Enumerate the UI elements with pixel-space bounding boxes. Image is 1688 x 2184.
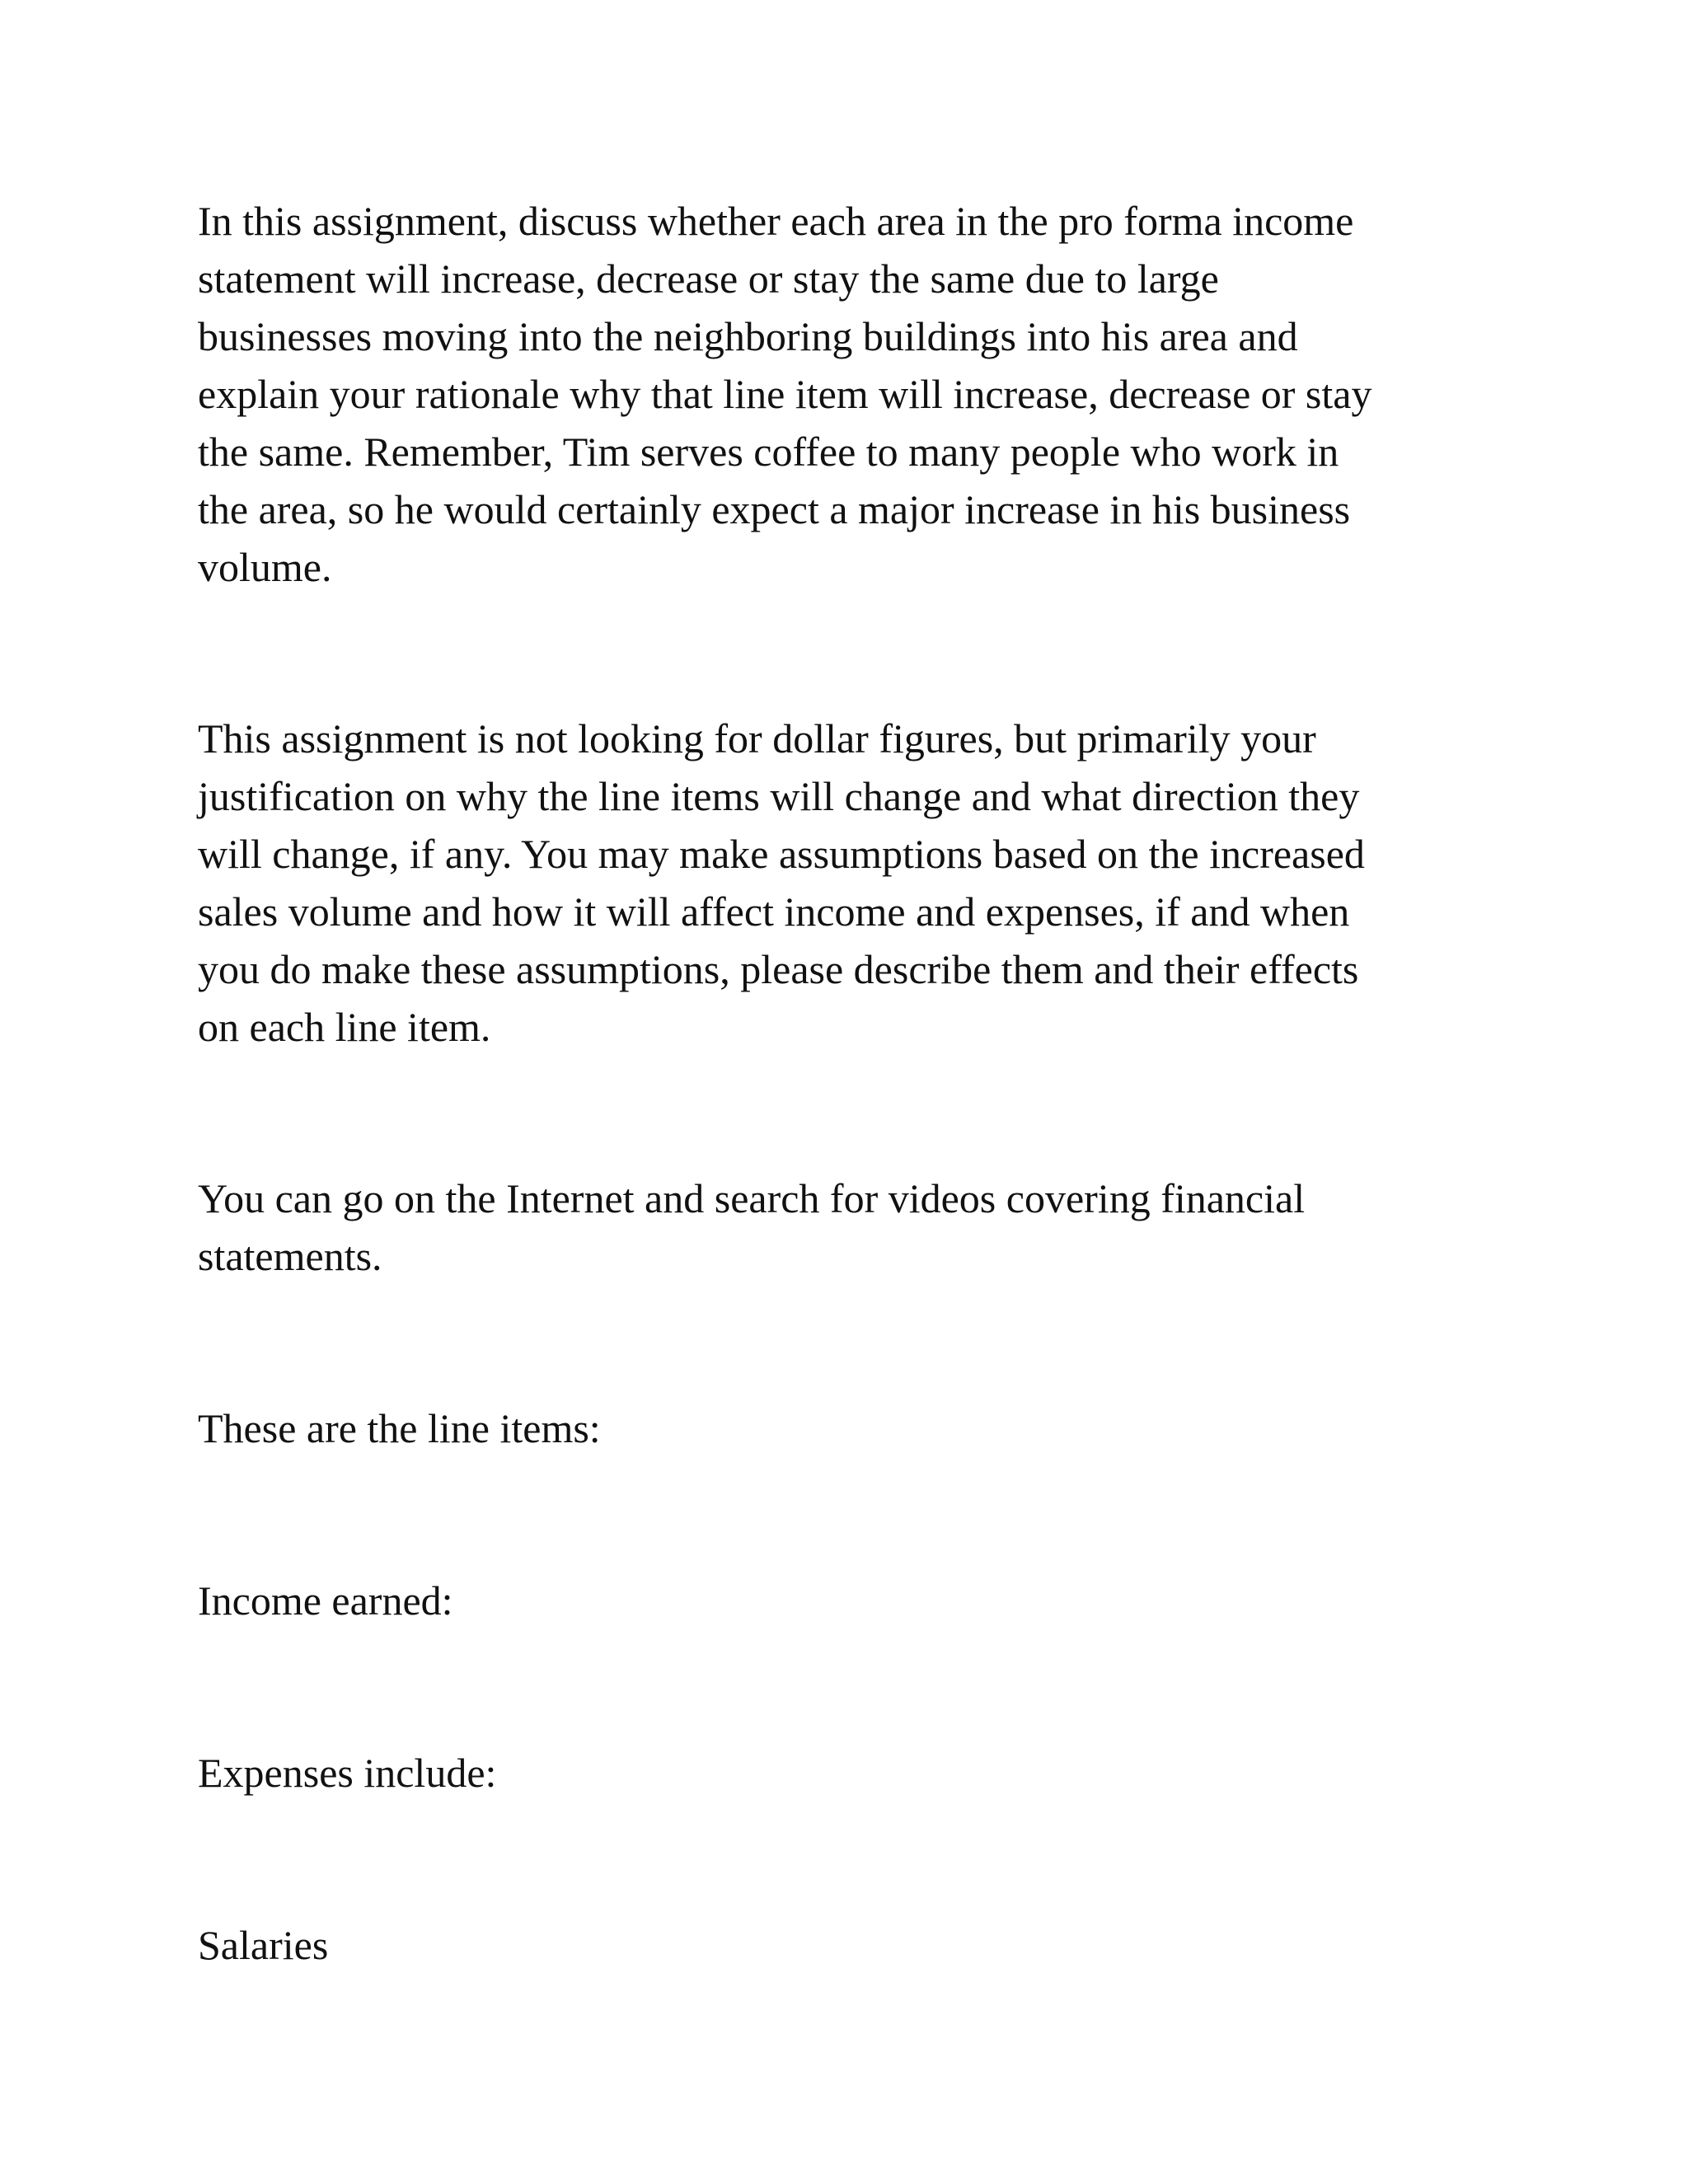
- assumptions-paragraph: This assignment is not looking for dollar figures, but primarily your justification on why the line items will change and what direction they will change, if any. You may make assumptions based on the increased sales volume and how it will affect income and expenses, if and when you do make these assumptions, please describe them and their effects on each line item.: [198, 715, 1365, 1050]
- resources-paragraph: You can go on the Internet and search for videos covering financial statements.: [198, 1175, 1306, 1279]
- salaries-line-item: Salaries: [198, 1922, 329, 1968]
- expenses-heading: Expenses include:: [198, 1750, 497, 1796]
- assignment-instructions-paragraph: In this assignment, discuss whether each area in the pro forma income statement will increase, decrease or stay the same due to large businesses moving into the neighboring buildings into his area and explain your rationale why that line item will increase, decrease or stay the same. Remember, Tim serves coffee to many people who work in the area, so he would certainly expect a major increase in his business volume.: [198, 198, 1372, 590]
- income-earned-heading: Income earned:: [198, 1577, 453, 1624]
- line-items-intro: These are the line items:: [198, 1405, 601, 1451]
